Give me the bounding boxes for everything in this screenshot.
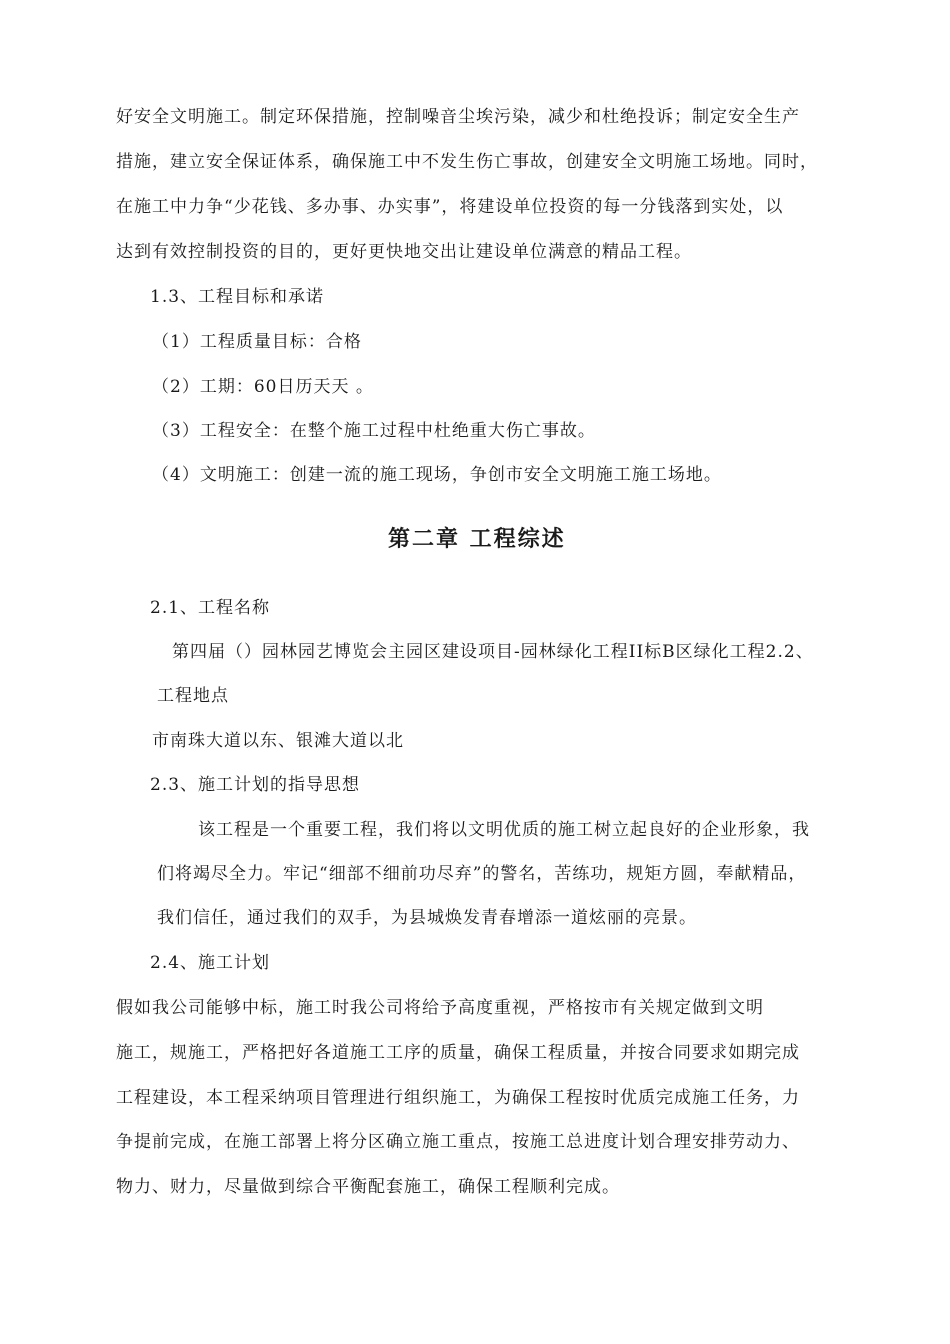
intro-line-3: 在施工中力争“少花钱、多办事、办实事”，将建设单位投资的每一分钱落到实处，以 — [116, 197, 784, 217]
intro-line-2: 措施，建立安全保证体系，确保施工中不发生伤亡事故，创建安全文明施工场地。同时， — [116, 152, 818, 172]
guiding-idea-line-3: 我们信任，通过我们的双手，为县城焕发青春增添一道炫丽的亮景。 — [157, 908, 697, 928]
plan-line-1: 假如我公司能够中标，施工时我公司将给予高度重视，严格按市有关规定做到文明 — [116, 998, 764, 1018]
plan-line-3: 工程建设，本工程采纳项目管理进行组织施工，为确保工程按时优质完成施工任务，力 — [116, 1088, 800, 1108]
goal-item-duration: （2）工期：60日历天天 。 — [152, 377, 374, 397]
section-1-3-title: 1.3、工程目标和承诺 — [150, 287, 325, 307]
section-2-1-title: 2.1、工程名称 — [150, 598, 271, 618]
plan-line-2: 施工，规施工，严格把好各道施工工序的质量，确保工程质量，并按合同要求如期完成 — [116, 1043, 800, 1063]
intro-line-1: 好安全文明施工。制定环保措施，控制噪音尘埃污染，减少和杜绝投诉；制定安全生产 — [116, 107, 800, 127]
intro-line-4: 达到有效控制投资的目的，更好更快地交出让建设单位满意的精品工程。 — [116, 242, 692, 262]
section-2-3-title: 2.3、施工计划的指导思想 — [150, 775, 361, 795]
goal-item-quality: （1）工程质量目标：合格 — [152, 332, 362, 352]
guiding-idea-line-1: 该工程是一个重要工程，我们将以文明优质的施工树立起良好的企业形象，我 — [198, 820, 810, 840]
plan-line-4: 争提前完成，在施工部署上将分区确立施工重点，按施工总进度计划合理安排劳动力、 — [116, 1132, 800, 1152]
section-2-4-title: 2.4、施工计划 — [150, 953, 271, 973]
goal-item-civilized: （4）文明施工：创建一流的施工现场，争创市安全文明施工施工场地。 — [152, 465, 722, 485]
project-location-label: 工程地点 — [157, 686, 229, 706]
plan-line-5: 物力、财力，尽量做到综合平衡配套施工，确保工程顺利完成。 — [116, 1177, 620, 1197]
project-location-value: 市南珠大道以东、银滩大道以北 — [152, 731, 404, 751]
goal-item-safety: （3）工程安全：在整个施工过程中杜绝重大伤亡事故。 — [152, 421, 596, 441]
chapter-2-heading: 第二章 工程综述 — [388, 527, 566, 552]
project-name-line: 第四届（）园林园艺博览会主园区建设项目-园林绿化工程II标B区绿化工程2.2、 — [172, 642, 814, 662]
guiding-idea-line-2: 们将竭尽全力。牢记“细部不细前功尽弃”的警名，苦练功，规矩方圆，奉献精品， — [157, 864, 807, 884]
